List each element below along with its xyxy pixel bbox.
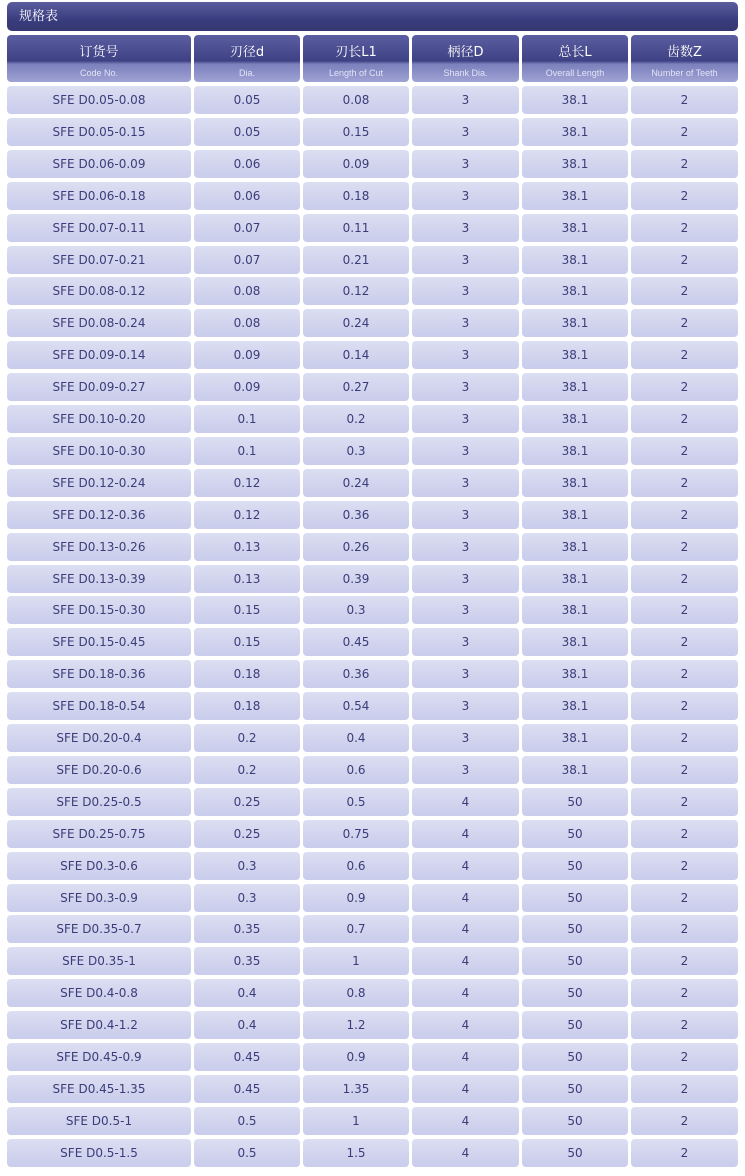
cell-code-no: SFE D0.35-1 bbox=[7, 947, 191, 975]
cell-length-of-cut: 1.35 bbox=[303, 1075, 409, 1103]
column-header-shank-dia bbox=[412, 35, 519, 82]
cell-overall-length: 38.1 bbox=[522, 533, 628, 561]
cell-dia: 0.15 bbox=[194, 596, 300, 624]
cell-overall-length: 38.1 bbox=[522, 341, 628, 369]
cell-teeth: 2 bbox=[631, 628, 738, 656]
cell-length-of-cut: 1 bbox=[303, 947, 409, 975]
cell-shank-dia: 4 bbox=[412, 820, 519, 848]
cell-length-of-cut: 0.18 bbox=[303, 182, 409, 210]
cell-shank-dia: 3 bbox=[412, 405, 519, 433]
cell-code-no: SFE D0.25-0.5 bbox=[7, 788, 191, 816]
cell-dia: 0.12 bbox=[194, 469, 300, 497]
cell-length-of-cut: 1.5 bbox=[303, 1139, 409, 1167]
cell-teeth: 2 bbox=[631, 309, 738, 337]
cell-teeth: 2 bbox=[631, 1139, 738, 1167]
cell-overall-length: 38.1 bbox=[522, 660, 628, 688]
cell-overall-length: 50 bbox=[522, 1043, 628, 1071]
cell-length-of-cut: 0.08 bbox=[303, 86, 409, 114]
cell-dia: 0.09 bbox=[194, 373, 300, 401]
cell-code-no: SFE D0.15-0.45 bbox=[7, 628, 191, 656]
cell-shank-dia: 3 bbox=[412, 214, 519, 242]
cell-overall-length: 50 bbox=[522, 1139, 628, 1167]
cell-shank-dia: 3 bbox=[412, 565, 519, 593]
cell-code-no: SFE D0.08-0.12 bbox=[7, 277, 191, 305]
cell-overall-length: 38.1 bbox=[522, 596, 628, 624]
cell-length-of-cut: 0.6 bbox=[303, 756, 409, 784]
cell-shank-dia: 3 bbox=[412, 692, 519, 720]
cell-teeth: 2 bbox=[631, 150, 738, 178]
cell-overall-length: 50 bbox=[522, 852, 628, 880]
column-header-sublabel: Dia. bbox=[238, 68, 255, 78]
cell-overall-length: 38.1 bbox=[522, 724, 628, 752]
column-header-label: 齿数Z bbox=[667, 45, 702, 60]
cell-dia: 0.2 bbox=[194, 724, 300, 752]
cell-overall-length: 50 bbox=[522, 788, 628, 816]
cell-shank-dia: 3 bbox=[412, 660, 519, 688]
cell-teeth: 2 bbox=[631, 788, 738, 816]
cell-teeth: 2 bbox=[631, 565, 738, 593]
cell-overall-length: 50 bbox=[522, 820, 628, 848]
cell-dia: 0.5 bbox=[194, 1139, 300, 1167]
cell-code-no: SFE D0.4-1.2 bbox=[7, 1011, 191, 1039]
cell-code-no: SFE D0.07-0.11 bbox=[7, 214, 191, 242]
cell-code-no: SFE D0.05-0.08 bbox=[7, 86, 191, 114]
cell-dia: 0.4 bbox=[194, 1011, 300, 1039]
cell-code-no: SFE D0.06-0.18 bbox=[7, 182, 191, 210]
column-header-code bbox=[7, 35, 191, 82]
column-header-label: 柄径D bbox=[447, 45, 484, 60]
cell-overall-length: 38.1 bbox=[522, 565, 628, 593]
cell-overall-length: 38.1 bbox=[522, 182, 628, 210]
cell-length-of-cut: 0.14 bbox=[303, 341, 409, 369]
cell-shank-dia: 3 bbox=[412, 341, 519, 369]
column-header-label: 刃径d bbox=[229, 45, 265, 60]
column-header-label: 刃长L1 bbox=[335, 45, 377, 60]
column-header-sublabel: Code No. bbox=[79, 68, 119, 78]
cell-shank-dia: 3 bbox=[412, 469, 519, 497]
cell-code-no: SFE D0.18-0.36 bbox=[7, 660, 191, 688]
cell-length-of-cut: 0.11 bbox=[303, 214, 409, 242]
cell-code-no: SFE D0.12-0.24 bbox=[7, 469, 191, 497]
cell-overall-length: 38.1 bbox=[522, 246, 628, 274]
cell-dia: 0.18 bbox=[194, 660, 300, 688]
cell-length-of-cut: 0.3 bbox=[303, 437, 409, 465]
cell-dia: 0.07 bbox=[194, 246, 300, 274]
cell-shank-dia: 3 bbox=[412, 118, 519, 146]
cell-length-of-cut: 0.24 bbox=[303, 469, 409, 497]
cell-code-no: SFE D0.5-1 bbox=[7, 1107, 191, 1135]
column-header-sublabel: Length of Cut bbox=[328, 68, 384, 78]
cell-dia: 0.08 bbox=[194, 309, 300, 337]
cell-dia: 0.06 bbox=[194, 182, 300, 210]
cell-length-of-cut: 0.12 bbox=[303, 277, 409, 305]
column-header-label: 总长L bbox=[558, 45, 592, 60]
cell-length-of-cut: 0.45 bbox=[303, 628, 409, 656]
cell-shank-dia: 4 bbox=[412, 884, 519, 912]
cell-overall-length: 50 bbox=[522, 1107, 628, 1135]
cell-code-no: SFE D0.09-0.27 bbox=[7, 373, 191, 401]
cell-length-of-cut: 0.3 bbox=[303, 596, 409, 624]
cell-code-no: SFE D0.08-0.24 bbox=[7, 309, 191, 337]
cell-overall-length: 38.1 bbox=[522, 373, 628, 401]
cell-shank-dia: 4 bbox=[412, 1139, 519, 1167]
cell-teeth: 2 bbox=[631, 915, 738, 943]
cell-overall-length: 38.1 bbox=[522, 214, 628, 242]
column-header-sublabel: Number of Teeth bbox=[651, 68, 718, 78]
cell-length-of-cut: 1.2 bbox=[303, 1011, 409, 1039]
cell-overall-length: 38.1 bbox=[522, 756, 628, 784]
cell-shank-dia: 3 bbox=[412, 501, 519, 529]
cell-overall-length: 38.1 bbox=[522, 405, 628, 433]
cell-length-of-cut: 0.36 bbox=[303, 660, 409, 688]
cell-shank-dia: 3 bbox=[412, 373, 519, 401]
cell-length-of-cut: 0.2 bbox=[303, 405, 409, 433]
cell-shank-dia: 4 bbox=[412, 915, 519, 943]
cell-length-of-cut: 0.75 bbox=[303, 820, 409, 848]
cell-dia: 0.06 bbox=[194, 150, 300, 178]
cell-shank-dia: 3 bbox=[412, 277, 519, 305]
column-header-sublabel: Shank Dia. bbox=[443, 68, 488, 78]
cell-shank-dia: 4 bbox=[412, 1075, 519, 1103]
cell-dia: 0.35 bbox=[194, 947, 300, 975]
cell-overall-length: 38.1 bbox=[522, 469, 628, 497]
cell-dia: 0.18 bbox=[194, 692, 300, 720]
cell-dia: 0.3 bbox=[194, 884, 300, 912]
cell-overall-length: 50 bbox=[522, 915, 628, 943]
cell-overall-length: 38.1 bbox=[522, 86, 628, 114]
cell-shank-dia: 3 bbox=[412, 86, 519, 114]
table-title: 规格表 bbox=[7, 2, 738, 31]
cell-shank-dia: 4 bbox=[412, 1043, 519, 1071]
cell-teeth: 2 bbox=[631, 118, 738, 146]
cell-teeth: 2 bbox=[631, 1043, 738, 1071]
column-header-overall-length bbox=[522, 35, 628, 82]
cell-dia: 0.5 bbox=[194, 1107, 300, 1135]
cell-shank-dia: 3 bbox=[412, 724, 519, 752]
cell-length-of-cut: 0.21 bbox=[303, 246, 409, 274]
cell-code-no: SFE D0.20-0.6 bbox=[7, 756, 191, 784]
cell-code-no: SFE D0.45-0.9 bbox=[7, 1043, 191, 1071]
cell-overall-length: 38.1 bbox=[522, 437, 628, 465]
cell-overall-length: 50 bbox=[522, 947, 628, 975]
cell-shank-dia: 3 bbox=[412, 182, 519, 210]
cell-dia: 0.07 bbox=[194, 214, 300, 242]
cell-teeth: 2 bbox=[631, 947, 738, 975]
cell-length-of-cut: 0.54 bbox=[303, 692, 409, 720]
cell-dia: 0.05 bbox=[194, 86, 300, 114]
cell-code-no: SFE D0.20-0.4 bbox=[7, 724, 191, 752]
cell-dia: 0.05 bbox=[194, 118, 300, 146]
cell-overall-length: 38.1 bbox=[522, 692, 628, 720]
cell-teeth: 2 bbox=[631, 341, 738, 369]
cell-length-of-cut: 0.26 bbox=[303, 533, 409, 561]
cell-shank-dia: 3 bbox=[412, 309, 519, 337]
cell-overall-length: 50 bbox=[522, 979, 628, 1007]
cell-overall-length: 38.1 bbox=[522, 309, 628, 337]
cell-length-of-cut: 0.5 bbox=[303, 788, 409, 816]
cell-dia: 0.1 bbox=[194, 437, 300, 465]
cell-length-of-cut: 0.4 bbox=[303, 724, 409, 752]
cell-shank-dia: 4 bbox=[412, 1107, 519, 1135]
cell-teeth: 2 bbox=[631, 1075, 738, 1103]
cell-dia: 0.1 bbox=[194, 405, 300, 433]
cell-teeth: 2 bbox=[631, 214, 738, 242]
cell-shank-dia: 3 bbox=[412, 756, 519, 784]
cell-teeth: 2 bbox=[631, 501, 738, 529]
cell-code-no: SFE D0.15-0.30 bbox=[7, 596, 191, 624]
column-header-dia bbox=[194, 35, 300, 82]
cell-length-of-cut: 0.9 bbox=[303, 1043, 409, 1071]
cell-shank-dia: 4 bbox=[412, 788, 519, 816]
cell-teeth: 2 bbox=[631, 373, 738, 401]
column-header-teeth bbox=[631, 35, 738, 82]
cell-length-of-cut: 0.9 bbox=[303, 884, 409, 912]
cell-length-of-cut: 0.24 bbox=[303, 309, 409, 337]
cell-teeth: 2 bbox=[631, 469, 738, 497]
cell-dia: 0.13 bbox=[194, 533, 300, 561]
cell-shank-dia: 4 bbox=[412, 852, 519, 880]
cell-teeth: 2 bbox=[631, 884, 738, 912]
cell-shank-dia: 3 bbox=[412, 596, 519, 624]
cell-overall-length: 38.1 bbox=[522, 118, 628, 146]
cell-overall-length: 38.1 bbox=[522, 501, 628, 529]
cell-code-no: SFE D0.4-0.8 bbox=[7, 979, 191, 1007]
cell-length-of-cut: 0.7 bbox=[303, 915, 409, 943]
cell-overall-length: 38.1 bbox=[522, 277, 628, 305]
cell-teeth: 2 bbox=[631, 437, 738, 465]
column-header-label: 订货号 bbox=[79, 45, 119, 60]
column-header-sublabel: Overall Length bbox=[545, 68, 605, 78]
cell-teeth: 2 bbox=[631, 820, 738, 848]
cell-length-of-cut: 1 bbox=[303, 1107, 409, 1135]
cell-length-of-cut: 0.8 bbox=[303, 979, 409, 1007]
cell-dia: 0.4 bbox=[194, 979, 300, 1007]
cell-overall-length: 38.1 bbox=[522, 628, 628, 656]
cell-dia: 0.12 bbox=[194, 501, 300, 529]
cell-code-no: SFE D0.06-0.09 bbox=[7, 150, 191, 178]
cell-length-of-cut: 0.27 bbox=[303, 373, 409, 401]
cell-shank-dia: 3 bbox=[412, 150, 519, 178]
cell-overall-length: 50 bbox=[522, 1075, 628, 1103]
cell-code-no: SFE D0.10-0.20 bbox=[7, 405, 191, 433]
cell-teeth: 2 bbox=[631, 277, 738, 305]
column-header-length-of-cut bbox=[303, 35, 409, 82]
cell-dia: 0.45 bbox=[194, 1075, 300, 1103]
cell-dia: 0.25 bbox=[194, 788, 300, 816]
cell-code-no: SFE D0.12-0.36 bbox=[7, 501, 191, 529]
cell-dia: 0.13 bbox=[194, 565, 300, 593]
cell-shank-dia: 4 bbox=[412, 979, 519, 1007]
cell-dia: 0.25 bbox=[194, 820, 300, 848]
cell-overall-length: 50 bbox=[522, 1011, 628, 1039]
cell-dia: 0.3 bbox=[194, 852, 300, 880]
cell-length-of-cut: 0.09 bbox=[303, 150, 409, 178]
cell-dia: 0.15 bbox=[194, 628, 300, 656]
cell-code-no: SFE D0.10-0.30 bbox=[7, 437, 191, 465]
cell-overall-length: 50 bbox=[522, 884, 628, 912]
cell-code-no: SFE D0.25-0.75 bbox=[7, 820, 191, 848]
cell-length-of-cut: 0.39 bbox=[303, 565, 409, 593]
cell-teeth: 2 bbox=[631, 405, 738, 433]
cell-code-no: SFE D0.13-0.26 bbox=[7, 533, 191, 561]
cell-teeth: 2 bbox=[631, 692, 738, 720]
cell-code-no: SFE D0.3-0.9 bbox=[7, 884, 191, 912]
cell-dia: 0.08 bbox=[194, 277, 300, 305]
cell-overall-length: 38.1 bbox=[522, 150, 628, 178]
cell-teeth: 2 bbox=[631, 533, 738, 561]
cell-teeth: 2 bbox=[631, 852, 738, 880]
cell-code-no: SFE D0.18-0.54 bbox=[7, 692, 191, 720]
cell-shank-dia: 3 bbox=[412, 246, 519, 274]
cell-code-no: SFE D0.07-0.21 bbox=[7, 246, 191, 274]
cell-teeth: 2 bbox=[631, 724, 738, 752]
cell-teeth: 2 bbox=[631, 596, 738, 624]
cell-code-no: SFE D0.35-0.7 bbox=[7, 915, 191, 943]
cell-code-no: SFE D0.13-0.39 bbox=[7, 565, 191, 593]
cell-teeth: 2 bbox=[631, 86, 738, 114]
cell-shank-dia: 4 bbox=[412, 1011, 519, 1039]
cell-teeth: 2 bbox=[631, 756, 738, 784]
cell-dia: 0.09 bbox=[194, 341, 300, 369]
cell-shank-dia: 3 bbox=[412, 437, 519, 465]
cell-teeth: 2 bbox=[631, 979, 738, 1007]
cell-shank-dia: 3 bbox=[412, 628, 519, 656]
cell-teeth: 2 bbox=[631, 1107, 738, 1135]
cell-teeth: 2 bbox=[631, 182, 738, 210]
cell-length-of-cut: 0.15 bbox=[303, 118, 409, 146]
cell-dia: 0.35 bbox=[194, 915, 300, 943]
cell-length-of-cut: 0.6 bbox=[303, 852, 409, 880]
cell-code-no: SFE D0.5-1.5 bbox=[7, 1139, 191, 1167]
cell-code-no: SFE D0.3-0.6 bbox=[7, 852, 191, 880]
cell-code-no: SFE D0.45-1.35 bbox=[7, 1075, 191, 1103]
cell-code-no: SFE D0.09-0.14 bbox=[7, 341, 191, 369]
cell-code-no: SFE D0.05-0.15 bbox=[7, 118, 191, 146]
cell-shank-dia: 3 bbox=[412, 533, 519, 561]
cell-teeth: 2 bbox=[631, 1011, 738, 1039]
cell-teeth: 2 bbox=[631, 246, 738, 274]
cell-dia: 0.45 bbox=[194, 1043, 300, 1071]
cell-length-of-cut: 0.36 bbox=[303, 501, 409, 529]
cell-teeth: 2 bbox=[631, 660, 738, 688]
cell-dia: 0.2 bbox=[194, 756, 300, 784]
cell-shank-dia: 4 bbox=[412, 947, 519, 975]
